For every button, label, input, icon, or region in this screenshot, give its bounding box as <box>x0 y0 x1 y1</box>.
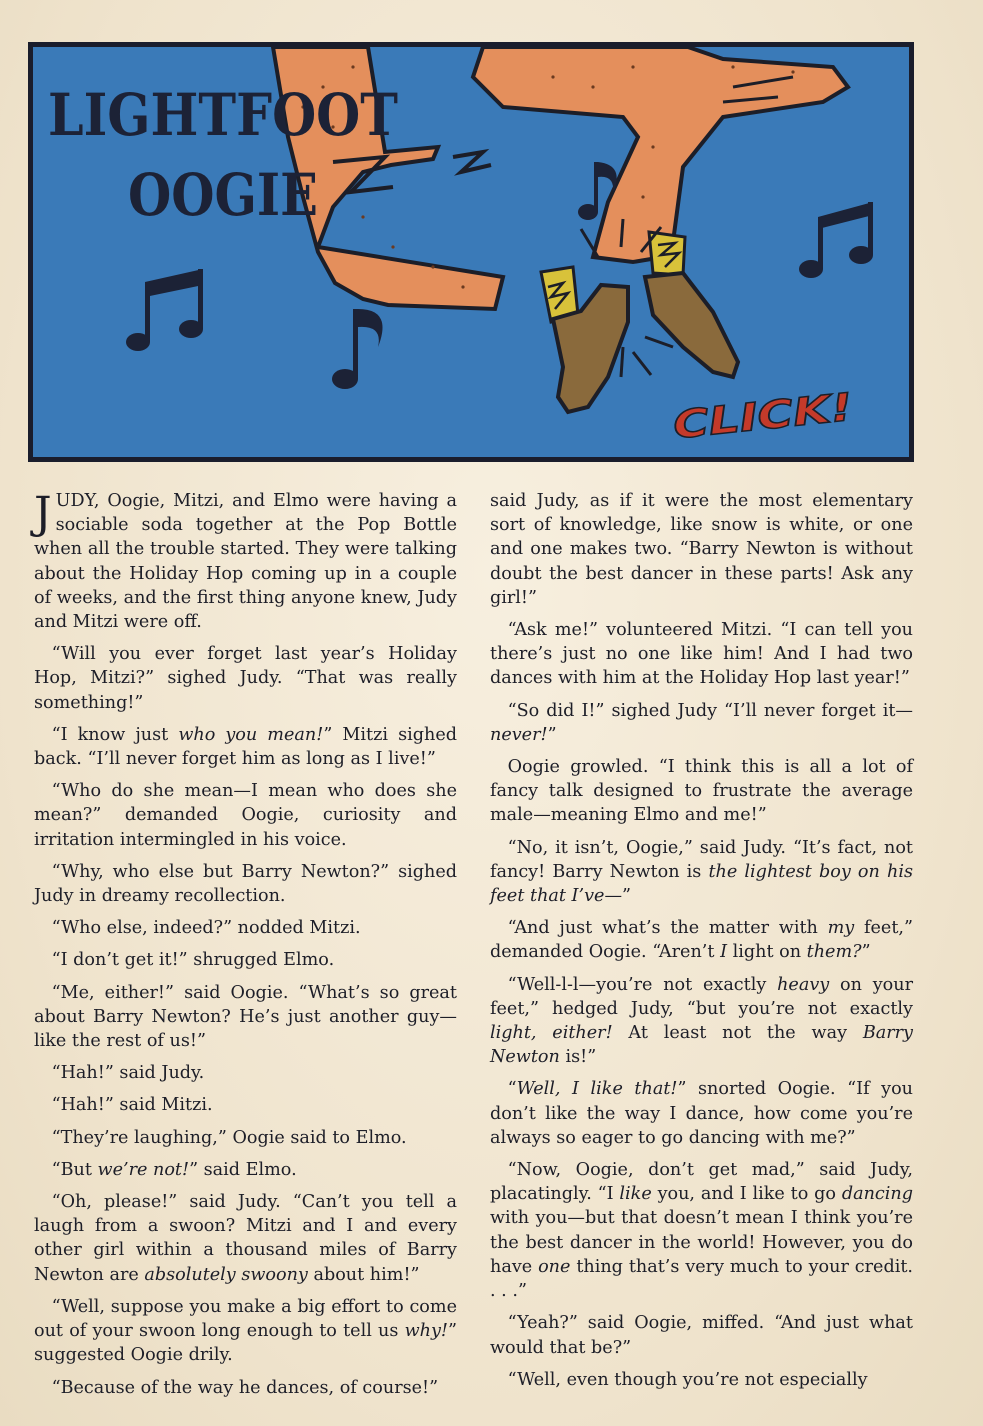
title-line-2: OOGIE <box>128 161 318 229</box>
story-paragraph <box>490 1311 913 1359</box>
italic-text: who you mean! <box>178 724 324 745</box>
italic-text: the lightest boy on his feet that I’ve— <box>490 861 913 907</box>
text-run: ” <box>547 724 557 745</box>
text-run: ” Mitzi sighed back. “I’ll never forget him as long as I live!” <box>34 724 457 770</box>
text-run: is!” <box>559 1047 597 1068</box>
italic-text: one <box>538 1256 571 1277</box>
story-paragraph <box>490 916 913 964</box>
text-run: “And just what’s the matter with <box>507 918 828 939</box>
text-run: said Judy, as if it were the most elementary sort of knowledge, like snow is white, or one and one makes two. “Barry Newton is without doubt the best dancer in these parts! Ask any girl!” <box>490 491 913 608</box>
text-run: ” suggested Oogie drily. <box>34 1321 457 1366</box>
text-run: “Who do she mean—I mean who does she mean?” demanded Oogie, curiosity and irritation intermingled in his voice. <box>34 781 457 850</box>
text-run: feet,” demanded Oogie. “Aren’t <box>490 918 913 963</box>
italic-text: my <box>827 918 855 939</box>
text-run: “I don’t get it!” shrugged Elmo. <box>51 950 335 971</box>
text-run: “So did I!” sighed Judy “I’ll never forget it— <box>507 700 913 721</box>
text-run: light on <box>727 942 807 963</box>
text-run: “Me, either!” said Oogie. “What’s so great about Barry Newton? He’s just another guy—like the rest of us!” <box>34 982 457 1052</box>
text-run: “Well, even though you’re not especially <box>507 1369 868 1390</box>
text-run: ” <box>861 942 871 963</box>
title-illustration <box>33 47 909 457</box>
text-run: “Ask me!” volunteered Mitzi. “I can tell you there’s just no one like him! And I had two dances with him at the Holiday Hop last year!” <box>490 620 913 689</box>
text-run: “They’re laughing,” Oogie said to Elmo. <box>51 1127 407 1148</box>
story-paragraph <box>34 723 457 771</box>
story-paragraph <box>490 1368 913 1392</box>
text-run: about him!” <box>307 1264 420 1285</box>
text-run: JUDY, Oogie, Mitzi, and Elmo were having a sociable soda together at the Pop Bottle when all the trouble started. They were talking about the Holiday Hop coming up in a couple of weeks, and the first thing anyone knew, Judy and Mitzi were off. <box>34 488 457 633</box>
text-run: “ <box>507 1079 517 1100</box>
text-run: “Well, suppose you make a big effort to come out of your swoon long enough to tell us <box>34 1296 457 1342</box>
story-paragraph <box>490 836 913 909</box>
text-run: with you—but that doesn’t mean I think you’re the best dancer in the world! However, you do have <box>490 1208 913 1277</box>
italic-text: Well, I like that! <box>516 1079 678 1100</box>
story-paragraph <box>34 1126 457 1150</box>
text-run: “Now, Oogie, don’t get mad,” said Judy, placatingly. “I <box>490 1160 913 1205</box>
story-column-right <box>490 489 913 1400</box>
story-paragraph <box>490 1158 913 1303</box>
text-run: on your feet,” hedged Judy, “but you’re not exactly <box>490 974 913 1019</box>
text-run: “But <box>51 1159 98 1180</box>
story-paragraph <box>490 699 913 747</box>
sound-effect-click: CLICK! <box>671 388 816 448</box>
story-paragraph <box>34 1295 457 1368</box>
italic-text: like <box>619 1184 652 1205</box>
text-run: “Why, who else but Barry Newton?” sighed Judy in dreamy recollection. <box>34 861 457 907</box>
text-run: “Because of the way he dances, of course!” <box>51 1377 439 1398</box>
story-paragraph <box>34 1093 457 1117</box>
italic-text: Barry Newton <box>490 1023 913 1068</box>
text-run: ” said Elmo. <box>189 1159 297 1180</box>
italic-text: never! <box>490 724 548 745</box>
story-paragraph <box>34 779 457 852</box>
story-paragraph <box>490 618 913 691</box>
story-paragraph <box>34 860 457 908</box>
title-panel <box>28 42 914 462</box>
italic-text: heavy <box>777 974 830 995</box>
story-paragraph <box>34 1376 457 1400</box>
story-paragraph <box>34 642 457 715</box>
italic-text: them? <box>806 942 862 963</box>
italic-text: I <box>720 942 728 963</box>
story-paragraph <box>490 755 913 828</box>
story-paragraph <box>34 1061 457 1085</box>
story-paragraph <box>490 1077 913 1150</box>
story-paragraph <box>34 948 457 972</box>
italic-text: light, either! <box>490 1023 613 1044</box>
italic-text: we’re not! <box>97 1159 190 1180</box>
italic-text: why! <box>404 1321 448 1342</box>
story-column-left <box>34 489 457 1408</box>
text-run: “Well-l-l—you’re not exactly <box>507 974 778 995</box>
text-run: “Hah!” said Judy. <box>51 1063 205 1084</box>
text-run: “I know just <box>51 724 179 745</box>
text-run: Oogie growled. “I think this is all a lot of fancy talk designed to frustrate the average male—meaning Elmo and me!” <box>490 757 913 826</box>
text-run: “Will you ever forget last year’s Holiday Hop, Mitzi?” sighed Judy. “That was really something!” <box>34 644 457 713</box>
text-run: At least not the way <box>612 1023 863 1044</box>
story-paragraph <box>34 489 457 634</box>
text-run: ” snorted Oogie. “If you don’t like the way I dance, how come you’re always so eager to go dancing with me?” <box>490 1079 913 1148</box>
story-paragraph <box>34 1158 457 1182</box>
text-run: “Yeah?” said Oogie, miffed. “And just what would that be?” <box>490 1313 913 1358</box>
story-paragraph <box>34 981 457 1054</box>
story-paragraph <box>34 916 457 940</box>
text-run: “Hah!” said Mitzi. <box>51 1095 213 1116</box>
text-run: you, and I like to go <box>651 1184 842 1205</box>
italic-text: dancing <box>841 1184 913 1205</box>
text-run: “Who else, indeed?” nodded Mitzi. <box>51 918 361 939</box>
story-paragraph <box>34 1190 457 1287</box>
text-run: “No, it isn’t, Oogie,” said Judy. “It’s fact, not fancy! Barry Newton is <box>490 837 913 882</box>
text-run: “Oh, please!” said Judy. “Can’t you tell a laugh from a swoon? Mitzi and I and every other girl within a thousand miles of Barry Newton are <box>34 1192 457 1285</box>
story-paragraph <box>490 489 913 610</box>
title-line-1: LIGHTFOOT <box>48 81 398 149</box>
story-paragraph <box>490 973 913 1070</box>
text-run: ” <box>622 886 632 907</box>
text-run: thing that’s very much to your credit. . . .” <box>490 1256 913 1302</box>
italic-text: absolutely swoony <box>144 1264 308 1285</box>
